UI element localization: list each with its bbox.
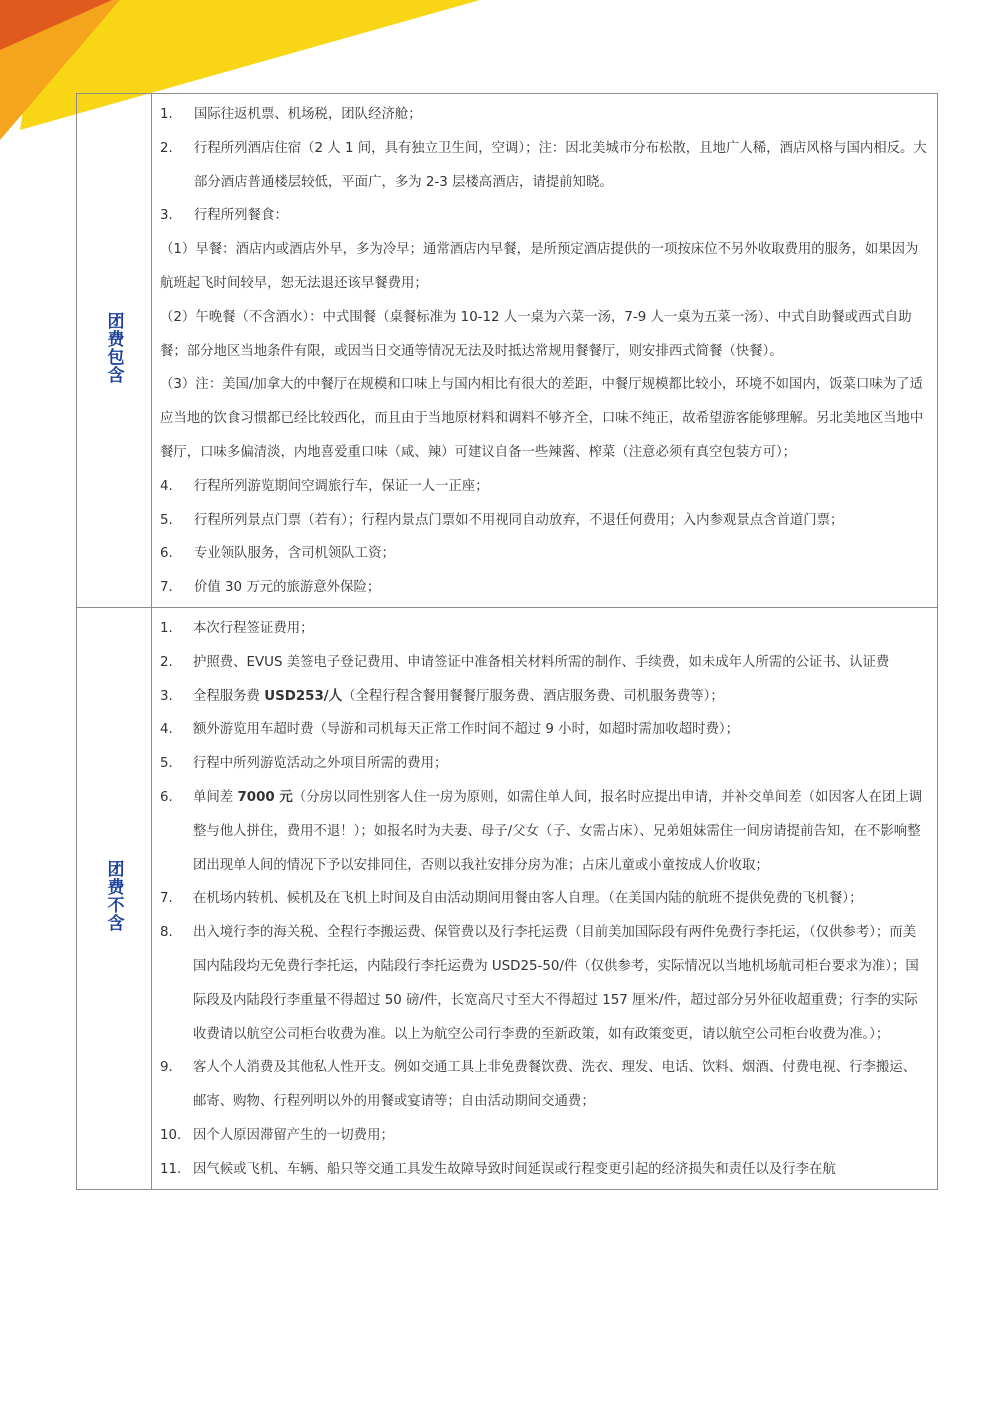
excluded-item-10 [160,1119,929,1153]
item-number: 3. [160,208,173,224]
excluded-item-11 [160,1153,929,1187]
item-text: 价值 30 万元的旅游意外保险； [194,580,381,596]
included-item-2 [160,132,929,200]
item-number: 2. [160,654,173,670]
item-text: 在机场内转机、候机及在飞机上时间及自由活动期间用餐由客人自理。（在美国内陆的航班不提供免费的飞机餐）； [193,891,863,907]
item-text-rest: （分房以同性别客人住一房为原则，如需住单人间，报名时应提出申请，并补交单间差（如因客人在团上调整与他人拼住，费用不退！）；如报名时为夫妻、母子/父女（子、女需占床）、兄弟姐妹需住一间房请提前告知，在不影响整团出现单人间的情况下予以安排同住，否则以我社安排分房为准；占床儿童或小童按成人价收取； [193,789,923,873]
excluded-item-3 [160,680,929,714]
item-text: 护照费、EVUS 美签电子登记费用、申请签证中准备相关材料所需的制作、手续费，如未成年人所需的公证书、认证费 [193,654,890,670]
item-text: 行程所列游览期间空调旅行车，保证一人一正座； [194,478,489,494]
item-text: 行程中所列游览活动之外项目所需的费用； [193,756,448,772]
item-number: 7. [160,891,173,907]
item-number: 6. [160,789,173,805]
service-fee-amount: USD253/人 [264,688,343,704]
single-room-fee: 7000 元 [237,789,293,805]
excluded-item-6 [160,781,929,882]
item-number: 3. [160,688,173,704]
item-number: 1. [160,107,173,122]
excluded-label-cell [77,607,152,1189]
included-label: 团费包含 [103,312,124,385]
item-text-prefix: 单间差 [193,789,238,805]
item-number: 5. [160,756,173,772]
item-number: 9. [160,1060,173,1076]
excluded-item-7 [160,882,929,916]
fee-table [76,93,938,1190]
item-text: 客人个人消费及其他私人性开支。例如交通工具上非免费餐饮费、洗衣、理发、电话、饮料、烟酒、付费电视、行李搬运、邮寄、购物、行程列明以外的用餐或宴请等；自由活动期间交通费； [193,1060,917,1110]
item-number: 7. [160,580,173,596]
included-label-cell [77,94,152,608]
item-number: 11. [160,1161,182,1177]
item-number: 10. [160,1127,182,1143]
included-item-1 [160,98,929,132]
item-number: 4. [160,478,173,494]
excluded-item-1 [160,612,929,646]
item-number: 2. [160,140,173,156]
excluded-item-8 [160,916,929,1051]
item-text: 额外游览用车超时费（导游和司机每天正常工作时间不超过 9 小时，如超时需加收超时费）； [193,722,739,738]
item-number: 8. [160,925,173,941]
excluded-item-4 [160,713,929,747]
excluded-row [77,607,938,1189]
item-text-prefix: 全程服务费 [193,688,265,704]
item-text: 专业领队服务，含司机领队工资； [194,546,395,562]
item-number: 4. [160,722,173,738]
item-text: 因气候或飞机、车辆、船只等交通工具发生故障导致时间延误或行程变更引起的经济损失和责任以及行李在航 [193,1161,836,1177]
included-item-3 [160,199,929,233]
included-item-3-breakfast: （1）早餐：酒店内或酒店外早，多为冷早；通常酒店内早餐，是所预定酒店提供的一项按床位不另外收取费用的服务，如果因为航班起飞时间较早，恕无法退还该早餐费用； [160,242,919,291]
included-item-3-note: （3）注：美国/加拿大的中餐厅在规模和口味上与国内相比有很大的差距，中餐厅规模都比较小，环境不如国内，饭菜口味为了适应当地的饮食习惯都已经比较西化，而且由于当地原材料和调料不够齐全，口味不纯正，故希望游客能够理解。另北美地区当地中餐厅，口味多偏清淡，内地喜爱重口味（咸、辣）可建议自备一些辣酱、榨菜（注意必须有真空包装方可）； [160,377,924,460]
item-text: 因个人原因滞留产生的一切费用； [193,1127,394,1143]
included-content [152,94,938,608]
item-text: 本次行程签证费用； [193,620,314,636]
item-text [193,680,929,714]
included-item-7 [160,571,929,605]
included-row [77,94,938,608]
included-item-3-lunch-dinner: （2）午晚餐（不含酒水）：中式围餐（桌餐标准为 10-12 人一桌为六菜一汤，7-9 人一桌为五菜一汤）、中式自助餐或西式自助餐；部分地区当地条件有限，或因当日交通等情况无法及时抵达常规用餐餐厅，则安排西式简餐（快餐）。 [160,309,912,359]
item-text-rest: （全程行程含餐用餐餐厅服务费、酒店服务费、司机服务费等）； [342,688,724,704]
excluded-label: 团费不含 [103,860,124,933]
excluded-item-2 [160,646,929,680]
item-text: 行程所列酒店住宿（2 人 1 间，具有独立卫生间，空调）；注：因北美城市分布松散，且地广人稀，酒店风格与国内相反。大部分酒店普通楼层较低，平面广，多为 2-3 层楼高酒店，请提前知晓。 [194,140,927,190]
item-number: 1. [160,620,173,636]
item-text: 出入境行李的海关税、全程行李搬运费、保管费以及行李托运费（目前美加国际段有两件免费行李托运，（仅供参考）；而美国内陆段均无免费行李托运，内陆段行李托运费为 USD25-50/件（仅供参考，实际情况以当地机场航司柜台要求为准）；国际段及内陆段行李重量不得超过 50 磅/件，长宽高尺寸至大不得超过 157 厘米/件，超过部分另外征收超重费；行李的实际收费请以航空公司柜台收费为准。以上为航空公司行李费的至新政策，如有政策变更，请以航空公司柜台收费为准。）； [193,925,919,1042]
item-text: 国际往返机票、机场税，团队经济舱； [194,107,422,122]
included-item-6 [160,537,929,571]
excluded-content [152,607,938,1189]
item-text: 行程所列餐食： [194,208,288,224]
item-number: 6. [160,546,173,562]
item-number: 5. [160,512,173,528]
excluded-item-5 [160,747,929,781]
included-item-4 [160,470,929,504]
included-item-5 [160,504,929,538]
item-text [193,781,929,882]
item-text: 行程所列景点门票（若有）；行程内景点门票如不用视同自动放弃，不退任何费用；入内参观景点含首道门票； [194,512,844,528]
excluded-item-9 [160,1051,929,1119]
